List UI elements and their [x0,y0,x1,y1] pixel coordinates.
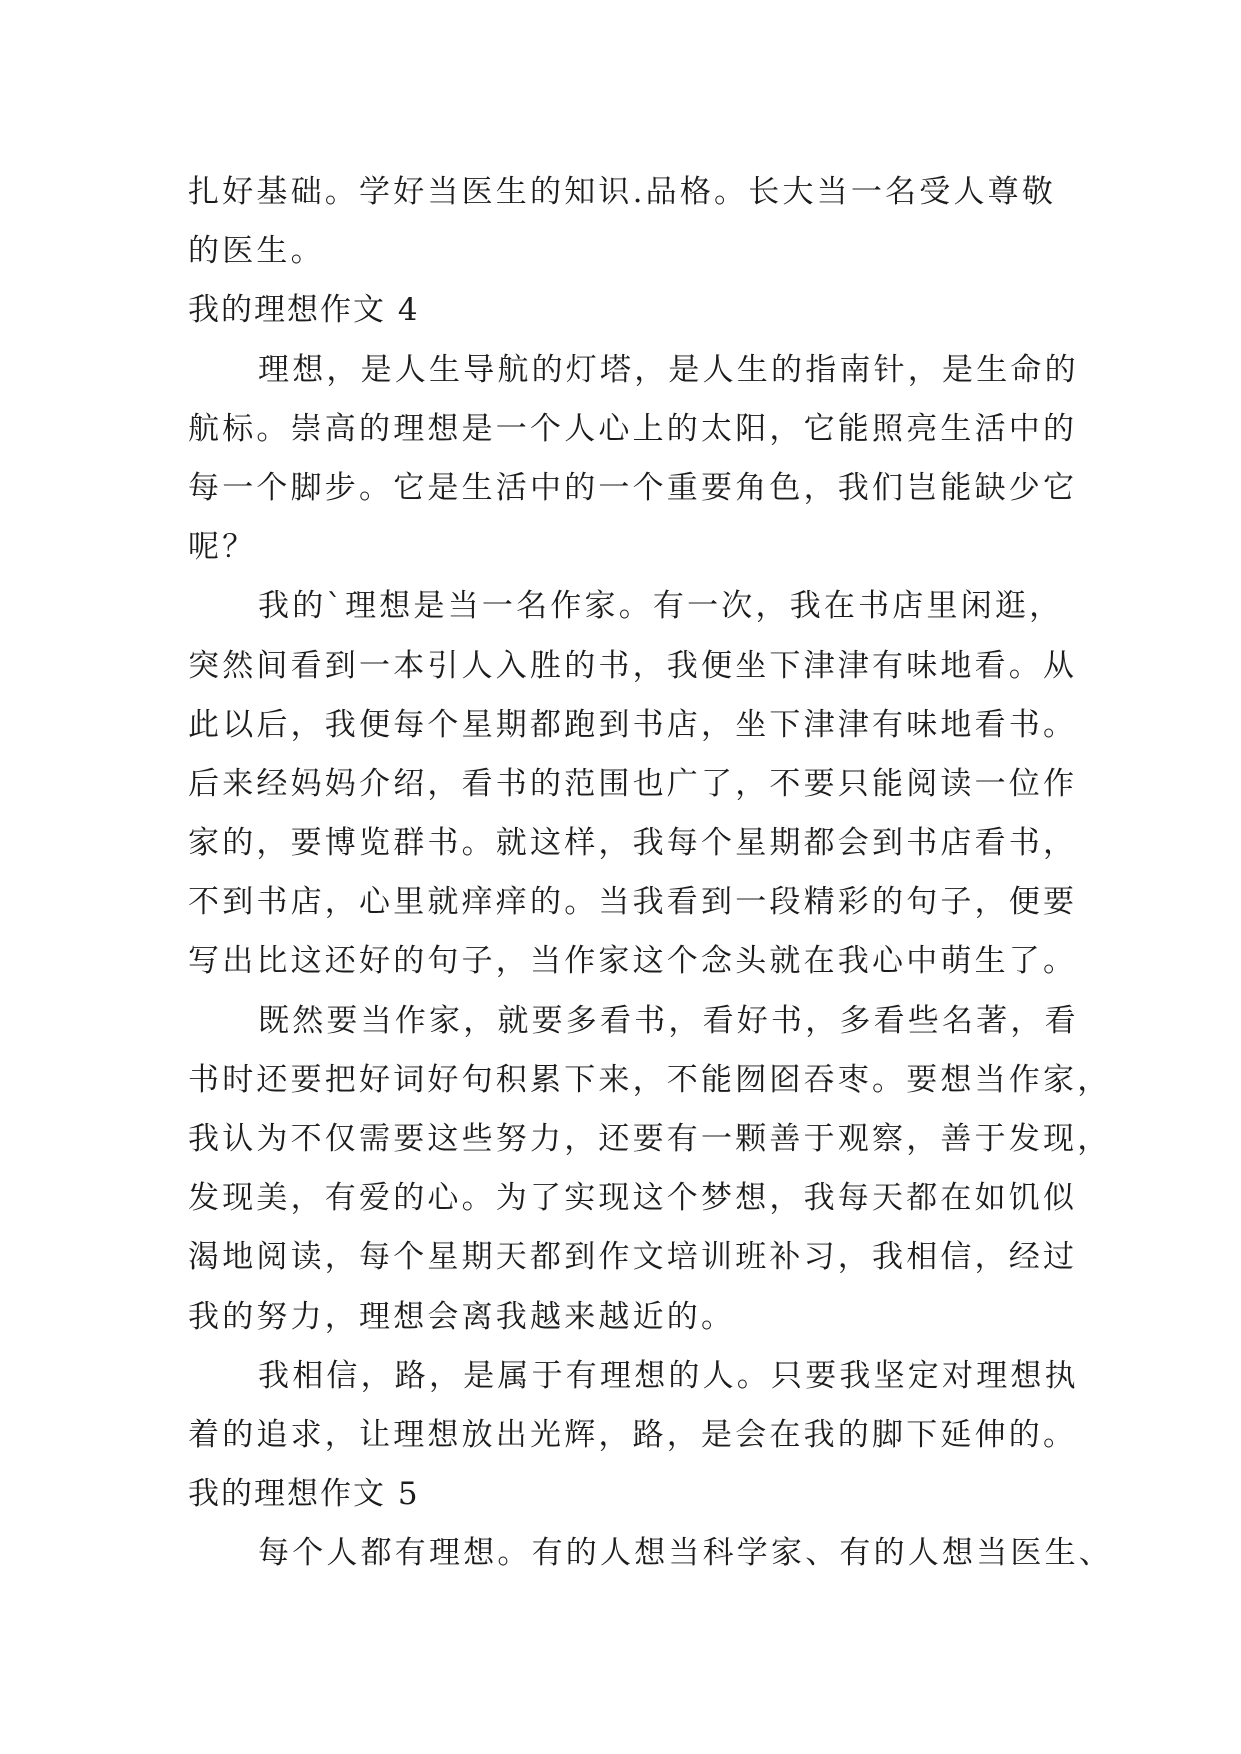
paragraph-line: 我的努力，理想会离我越来越近的。 [188,1298,736,1335]
document-body [188,163,1113,1584]
paragraph-line: 扎好基础。学好当医生的知识.品格。长大当一名受人尊敬 [188,174,1057,210]
paragraph-line: 的医生。 [188,233,325,270]
paragraph-line: 我认为不仅需要这些努力，还要有一颗善于观察，善于发现， [188,1121,1112,1157]
paragraph-line: 写出比这还好的句子，当作家这个念头就在我心中萌生了。 [188,943,1078,980]
paragraph-line: 发现美，有爱的心。为了实现这个梦想，我每天都在如饥似 [188,1180,1078,1217]
paragraph-line: 我相信，路，是属于有理想的人。只要我坚定对理想执 [258,1357,1079,1394]
paragraph-line: 航标。崇高的理想是一个人心上的太阳，它能照亮生活中的 [188,410,1078,447]
paragraph-line: 后来经妈妈介绍，看书的范围也广了，不要只能阅读一位作 [188,765,1078,802]
paragraph-line: 理想，是人生导航的灯塔，是人生的指南针，是生命的 [258,351,1079,388]
essay-title-5: 我的理想作文 5 [188,1476,420,1513]
essay-title-4: 我的理想作文 4 [188,292,420,329]
paragraph-line: 不到书店，心里就痒痒的。当我看到一段精彩的句子，便要 [188,884,1078,921]
paragraph-line: 呢？ [188,529,257,566]
paragraph-line: 家的，要博览群书。就这样，我每个星期都会到书店看书， [188,825,1078,862]
paragraph-line: 此以后，我便每个星期都跑到书店，坐下津津有味地看书。 [188,706,1078,743]
paragraph-line: 突然间看到一本引人入胜的书，我便坐下津津有味地看。从 [188,647,1078,684]
paragraph-line: 每个人都有理想。有的人想当科学家、有的人想当医生、 [258,1535,1113,1572]
paragraph-line: 着的追求，让理想放出光辉，路，是会在我的脚下延伸的。 [188,1416,1078,1453]
paragraph-line: 每一个脚步。它是生活中的一个重要角色，我们岂能缺少它 [188,469,1078,506]
paragraph-line: 我的`理想是当一名作家。有一次，我在书店里闲逛， [258,588,1064,625]
paragraph-line: 书时还要把好词好句积累下来，不能囫囵吞枣。要想当作家， [188,1061,1112,1098]
paragraph-line: 渴地阅读，每个星期天都到作文培训班补习，我相信，经过 [188,1239,1078,1276]
paragraph-line: 既然要当作家，就要多看书，看好书，多看些名著，看 [258,1002,1079,1039]
